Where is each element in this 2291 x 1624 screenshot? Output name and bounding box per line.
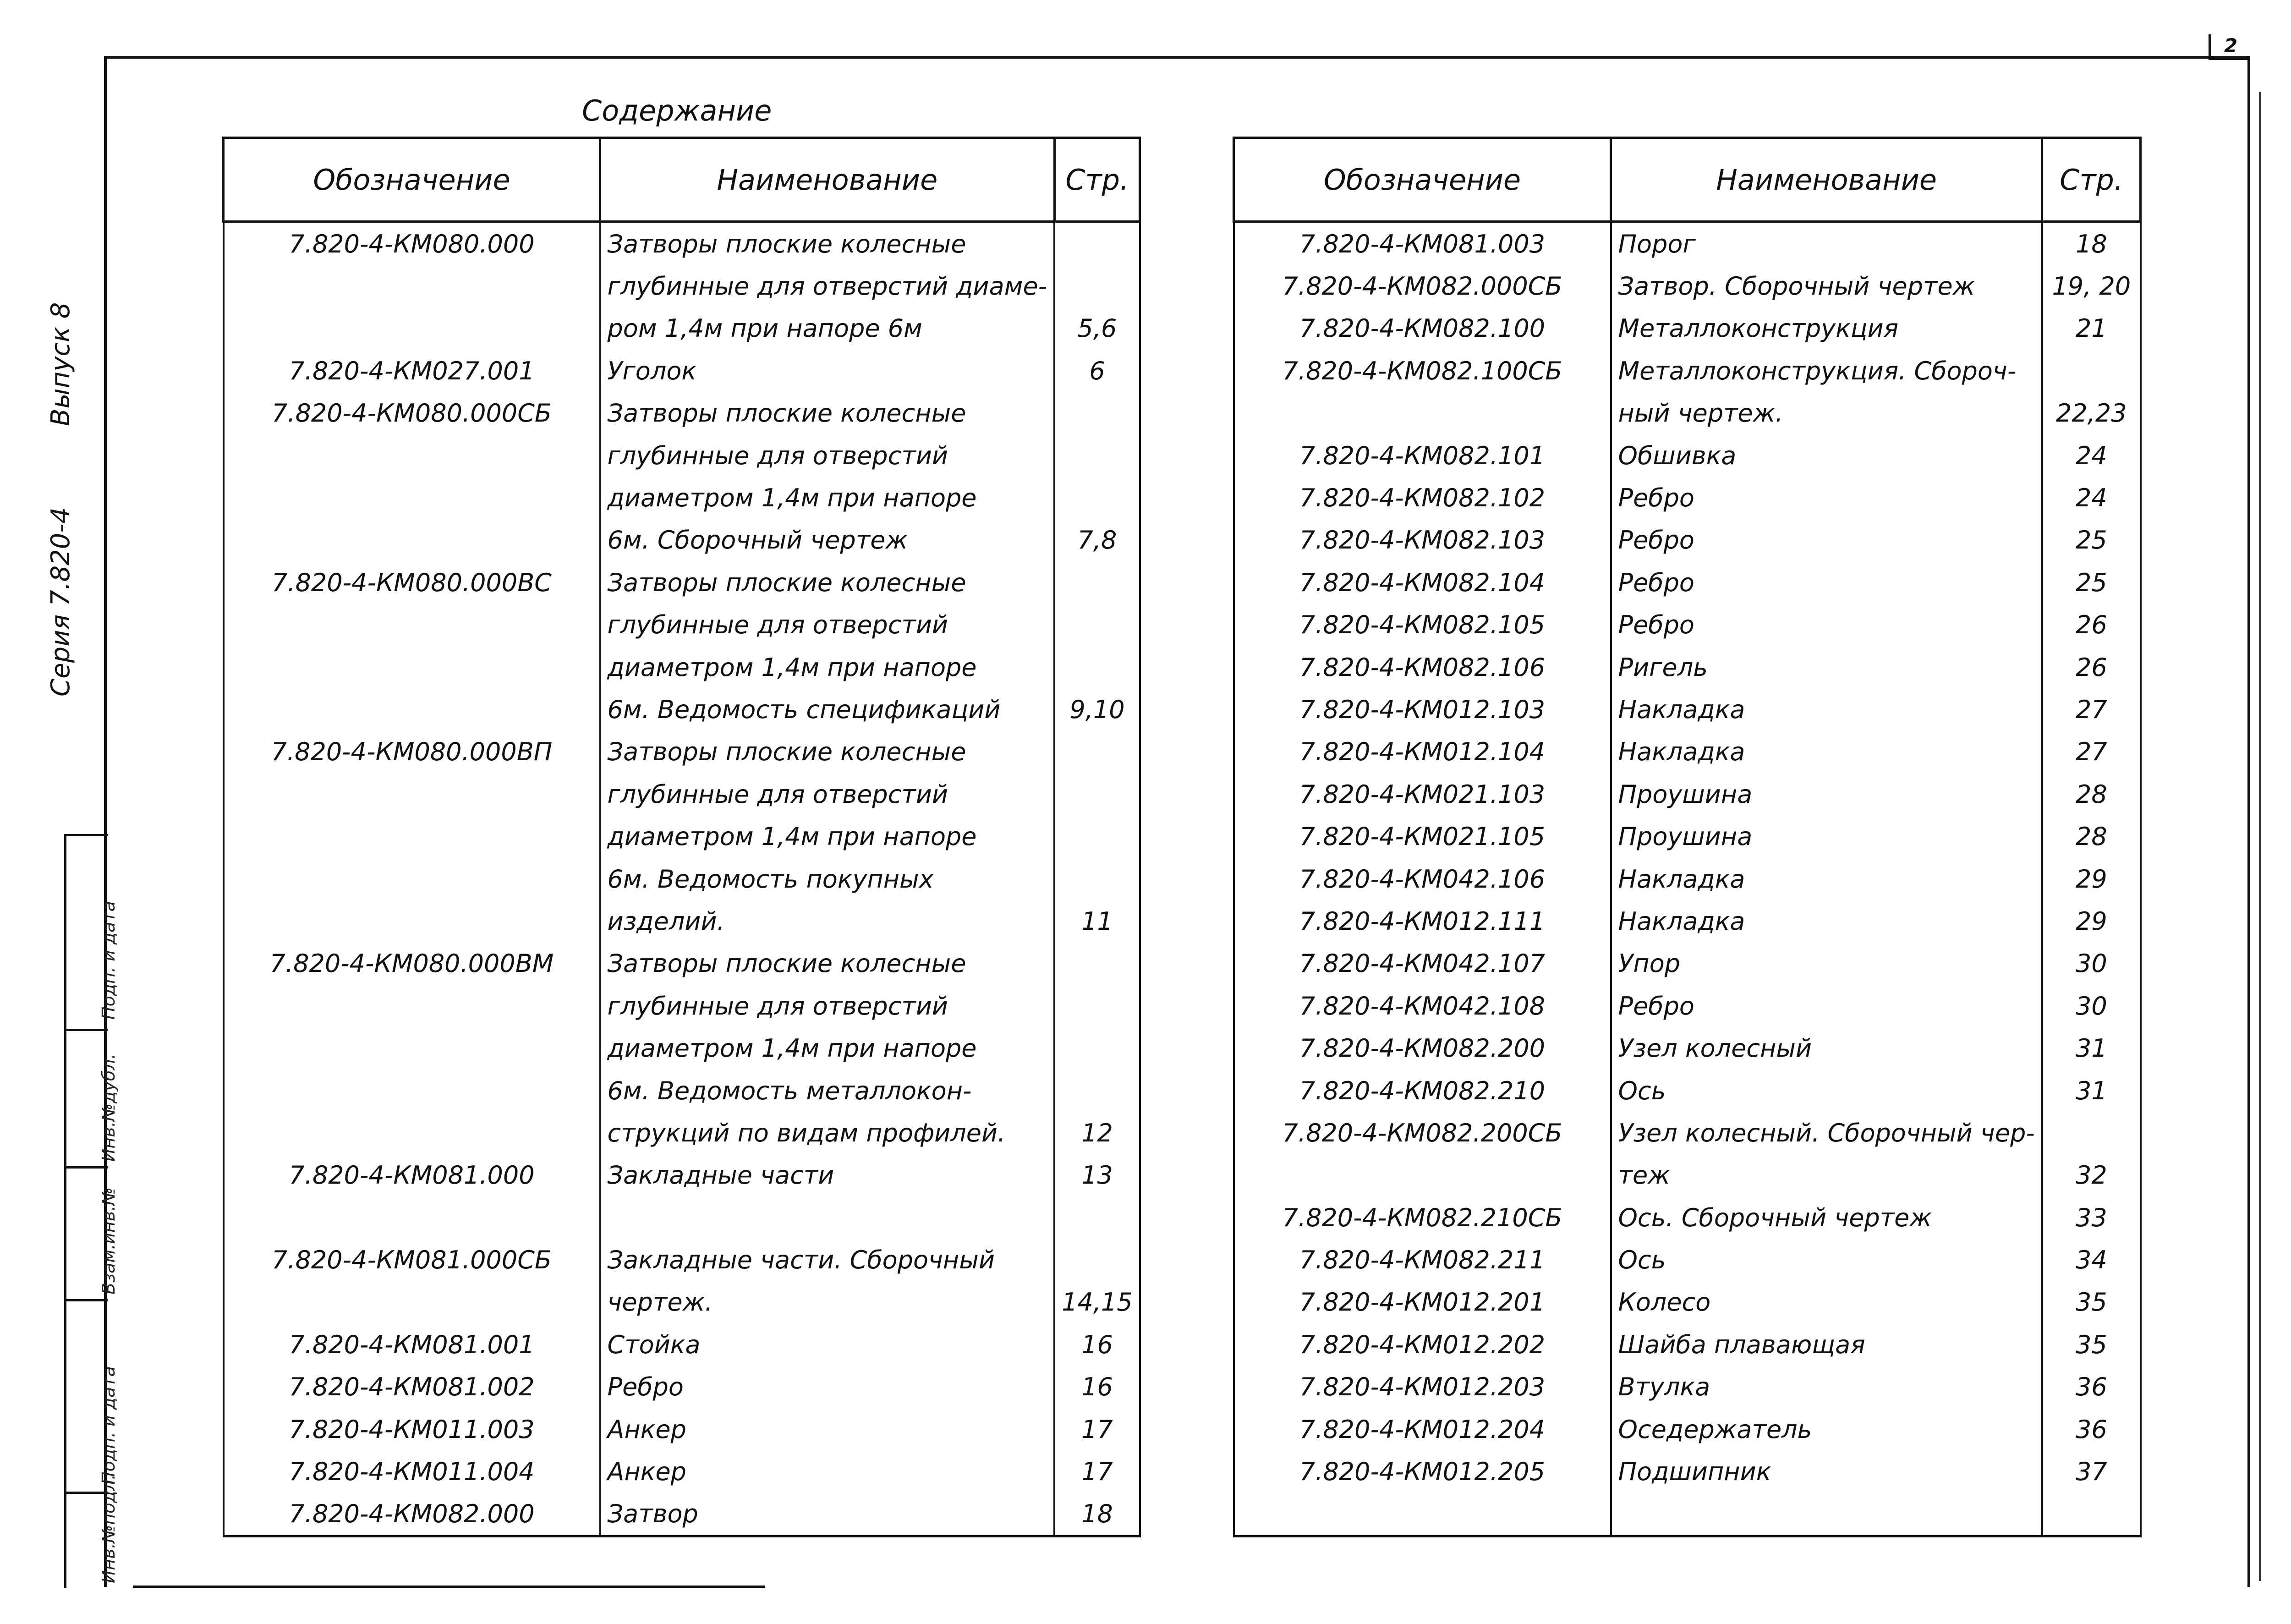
table-row [1234, 1112, 2141, 1154]
row-page: 30 [2042, 985, 2141, 1027]
row-designation: 7.820-4-КМ082.106 [1234, 646, 1611, 688]
row-designation: 7.820-4-КМ082.000СБ [1234, 265, 1611, 307]
stamp-cell [66, 836, 119, 1031]
row-page: 12 [1054, 1112, 1140, 1154]
row-name: Затворы плоские колесные [600, 222, 1055, 265]
table-row [1234, 392, 2141, 434]
row-name [1611, 1493, 2042, 1536]
row-name: Анкер [600, 1450, 1055, 1492]
row-name: теж [1611, 1154, 2042, 1196]
row-designation [224, 773, 600, 815]
row-page: 28 [2042, 815, 2141, 857]
row-page [1054, 265, 1140, 307]
row-name: глубинные для отверстий [600, 985, 1055, 1027]
row-designation: 7.820-4-КМ082.105 [1234, 604, 1611, 646]
table-row [224, 561, 1140, 604]
header-page: Стр. [1054, 138, 1140, 222]
stamp-label: Инв.№дубл. [99, 1053, 119, 1162]
table-row [1234, 1450, 2141, 1492]
table-row [1234, 1493, 2141, 1536]
row-designation [224, 1281, 600, 1323]
row-page: 32 [2042, 1154, 2141, 1196]
row-page: 17 [1054, 1450, 1140, 1492]
table-row [1234, 307, 2141, 350]
table-row [1234, 731, 2141, 773]
row-name: глубинные для отверстий [600, 773, 1055, 815]
row-page: 27 [2042, 688, 2141, 730]
row-name: Порог [1611, 222, 2042, 265]
row-page: 27 [2042, 731, 2141, 773]
row-name: Ось. Сборочный чертеж [1611, 1196, 2042, 1239]
stamp-cell [66, 1166, 119, 1301]
row-page: 29 [2042, 900, 2141, 942]
row-designation: 7.820-4-КМ012.111 [1234, 900, 1611, 942]
row-page: 34 [2042, 1239, 2141, 1281]
row-name: Проушина [1611, 773, 2042, 815]
row-name: диаметром 1,4м при напоре [600, 815, 1055, 857]
row-name: диаметром 1,4м при напоре [600, 1027, 1055, 1069]
header-name: Наименование [1611, 138, 2042, 222]
row-page: 33 [2042, 1196, 2141, 1239]
row-page: 21 [2042, 307, 2141, 350]
row-designation: 7.820-4-КМ082.103 [1234, 519, 1611, 561]
row-designation: 7.820-4-КМ027.001 [224, 350, 600, 392]
row-designation: 7.820-4-КМ012.205 [1234, 1450, 1611, 1492]
row-name: глубинные для отверстий [600, 604, 1055, 646]
stamp-label: Подп. и дата [99, 901, 119, 1020]
row-name: Шайба плавающая [1611, 1323, 2042, 1366]
table-row [224, 815, 1140, 857]
row-page: 31 [2042, 1027, 2141, 1069]
row-designation: 7.820-4-КМ080.000 [224, 222, 600, 265]
row-designation [224, 307, 600, 350]
row-designation: 7.820-4-КМ082.210СБ [1234, 1196, 1611, 1239]
table-row [224, 900, 1140, 942]
row-page [1054, 604, 1140, 646]
row-page [1054, 1027, 1140, 1069]
row-name: Втулка [1611, 1366, 2042, 1408]
table-row [1234, 519, 2141, 561]
row-page: 6 [1054, 350, 1140, 392]
row-name: Ребро [1611, 477, 2042, 519]
row-name: Затворы плоские колесные [600, 731, 1055, 773]
table-row [1234, 1281, 2141, 1323]
row-page: 19, 20 [2042, 265, 2141, 307]
table-row [224, 943, 1140, 985]
row-name: Анкер [600, 1408, 1055, 1450]
row-designation: 7.820-4-КМ082.101 [1234, 434, 1611, 477]
row-page: 37 [2042, 1450, 2141, 1492]
row-designation [224, 1070, 600, 1112]
table-row [1234, 1070, 2141, 1112]
row-page [1054, 985, 1140, 1027]
row-page: 29 [2042, 858, 2141, 900]
table-row [224, 222, 1140, 265]
row-designation [224, 688, 600, 730]
row-designation: 7.820-4-КМ082.000 [224, 1493, 600, 1536]
table-row [224, 646, 1140, 688]
row-designation [224, 519, 600, 561]
row-page: 35 [2042, 1323, 2141, 1366]
row-designation [224, 1196, 600, 1239]
table-row [224, 1450, 1140, 1492]
stamp-cell [66, 1029, 119, 1169]
row-designation: 7.820-4-КМ082.104 [1234, 561, 1611, 604]
table-row [224, 1323, 1140, 1366]
bottom-line [133, 1586, 765, 1588]
row-page [1054, 1239, 1140, 1281]
table-row [224, 688, 1140, 730]
table-row [224, 773, 1140, 815]
table-row [1234, 688, 2141, 730]
row-name: Ригель [1611, 646, 2042, 688]
table-row [1234, 815, 2141, 857]
table-row [224, 858, 1140, 900]
row-name: Проушина [1611, 815, 2042, 857]
row-designation: 7.820-4-КМ080.000ВС [224, 561, 600, 604]
row-name: чертеж. [600, 1281, 1055, 1323]
row-page: 26 [2042, 646, 2141, 688]
contents-title: Содержание [582, 94, 772, 127]
row-name: Ребро [1611, 519, 2042, 561]
row-designation: 7.820-4-КМ082.200 [1234, 1027, 1611, 1069]
table-row [224, 519, 1140, 561]
row-page: 7,8 [1054, 519, 1140, 561]
row-name: ный чертеж. [1611, 392, 2042, 434]
row-name: Металлоконструкция. Сбороч- [1611, 350, 2042, 392]
table-row [224, 392, 1140, 434]
table-row [1234, 1239, 2141, 1281]
row-page [1054, 477, 1140, 519]
row-page: 16 [1054, 1366, 1140, 1408]
row-page [1054, 1070, 1140, 1112]
row-page [1054, 222, 1140, 265]
row-designation: 7.820-4-КМ082.102 [1234, 477, 1611, 519]
row-page: 5,6 [1054, 307, 1140, 350]
row-page: 30 [2042, 943, 2141, 985]
row-name: ром 1,4м при напоре 6м [600, 307, 1055, 350]
row-name: диаметром 1,4м при напоре [600, 477, 1055, 519]
row-designation [224, 1027, 600, 1069]
row-name: Уголок [600, 350, 1055, 392]
row-name: Ребро [1611, 561, 2042, 604]
table-row [1234, 943, 2141, 985]
row-page [2042, 1112, 2141, 1154]
row-name: Накладка [1611, 900, 2042, 942]
table-row [224, 1239, 1140, 1281]
row-page: 28 [2042, 773, 2141, 815]
row-page: 22,23 [2042, 392, 2141, 434]
table-row [1234, 1154, 2141, 1196]
row-designation: 7.820-4-КМ081.002 [224, 1366, 600, 1408]
table-row [224, 604, 1140, 646]
row-designation: 7.820-4-КМ012.203 [1234, 1366, 1611, 1408]
row-name: Закладные части [600, 1154, 1055, 1196]
row-designation: 7.820-4-КМ011.003 [224, 1408, 600, 1450]
row-page [1054, 392, 1140, 434]
row-page: 25 [2042, 519, 2141, 561]
row-name: 6м. Ведомость металлокон- [600, 1070, 1055, 1112]
row-page: 36 [2042, 1408, 2141, 1450]
row-name: Узел колесный. Сборочный чер- [1611, 1112, 2042, 1154]
table-row [224, 1408, 1140, 1450]
row-name: Стойка [600, 1323, 1055, 1366]
row-name: Упор [1611, 943, 2042, 985]
row-name: 6м. Сборочный чертеж [600, 519, 1055, 561]
approval-stamp [64, 834, 119, 1588]
row-designation [224, 265, 600, 307]
row-designation: 7.820-4-КМ080.000ВП [224, 731, 600, 773]
row-designation [224, 477, 600, 519]
row-page: 9,10 [1054, 688, 1140, 730]
row-designation: 7.820-4-КМ082.100СБ [1234, 350, 1611, 392]
table-row [1234, 1366, 2141, 1408]
row-name: Накладка [1611, 731, 2042, 773]
row-name: струкций по видам профилей. [600, 1112, 1055, 1154]
table-row [1234, 1196, 2141, 1239]
contents-table-left [222, 137, 1141, 1537]
row-page: 24 [2042, 434, 2141, 477]
row-name: Затворы плоские колесные [600, 561, 1055, 604]
row-designation: 7.820-4-КМ012.103 [1234, 688, 1611, 730]
row-page: 14,15 [1054, 1281, 1140, 1323]
row-page [1054, 731, 1140, 773]
row-name: Затворы плоские колесные [600, 392, 1055, 434]
table-row [224, 265, 1140, 307]
row-designation: 7.820-4-КМ012.104 [1234, 731, 1611, 773]
row-page: 31 [2042, 1070, 2141, 1112]
table-row [224, 1366, 1140, 1408]
row-designation: 7.820-4-КМ012.204 [1234, 1408, 1611, 1450]
table-row [1234, 265, 2141, 307]
table-row [224, 434, 1140, 477]
row-designation: 7.820-4-КМ082.211 [1234, 1239, 1611, 1281]
row-page: 13 [1054, 1154, 1140, 1196]
table-row [224, 1196, 1140, 1239]
table-row [1234, 858, 2141, 900]
row-name: Ребро [1611, 604, 2042, 646]
stamp-label: Инв.№подл. [99, 1474, 119, 1583]
table-row [1234, 646, 2141, 688]
row-page [1054, 646, 1140, 688]
row-designation: 7.820-4-КМ082.200СБ [1234, 1112, 1611, 1154]
row-name: диаметром 1,4м при напоре [600, 646, 1055, 688]
row-designation: 7.820-4-КМ081.000 [224, 1154, 600, 1196]
row-page [1054, 943, 1140, 985]
table-row [224, 1070, 1140, 1112]
header-designation: Обозначение [1234, 138, 1611, 222]
series-label: Серия 7.820-4 [46, 507, 76, 697]
row-designation [224, 815, 600, 857]
table-row [224, 1112, 1140, 1154]
row-designation [224, 604, 600, 646]
row-page [1054, 815, 1140, 857]
row-designation [224, 1112, 600, 1154]
row-page: 18 [2042, 222, 2141, 265]
row-name: Подшипник [1611, 1450, 2042, 1492]
table-row [1234, 773, 2141, 815]
row-designation: 7.820-4-КМ081.001 [224, 1323, 600, 1366]
stamp-label: Подп. и дата [99, 1366, 119, 1485]
row-page [1054, 434, 1140, 477]
sheet-number: 2 [2209, 34, 2250, 60]
row-name: изделий. [600, 900, 1055, 942]
row-designation [224, 985, 600, 1027]
row-designation: 7.820-4-КМ042.107 [1234, 943, 1611, 985]
right-edge-line [2259, 92, 2261, 1581]
table-row [224, 1027, 1140, 1069]
row-designation: 7.820-4-КМ080.000ВМ [224, 943, 600, 985]
row-name: Ребро [600, 1366, 1055, 1408]
table-row [224, 1493, 1140, 1536]
row-designation: 7.820-4-КМ081.000СБ [224, 1239, 600, 1281]
table-row [1234, 434, 2141, 477]
row-name: 6м. Ведомость покупных [600, 858, 1055, 900]
row-page [1054, 773, 1140, 815]
row-designation: 7.820-4-КМ021.105 [1234, 815, 1611, 857]
header-name: Наименование [600, 138, 1055, 222]
row-page: 26 [2042, 604, 2141, 646]
row-designation: 7.820-4-КМ042.108 [1234, 985, 1611, 1027]
row-page: 35 [2042, 1281, 2141, 1323]
row-designation: 7.820-4-КМ082.100 [1234, 307, 1611, 350]
row-page [2042, 350, 2141, 392]
row-page: 17 [1054, 1408, 1140, 1450]
row-page: 16 [1054, 1323, 1140, 1366]
row-name: Затвор. Сборочный чертеж [1611, 265, 2042, 307]
table-row [224, 985, 1140, 1027]
row-name: глубинные для отверстий [600, 434, 1055, 477]
table-row [1234, 477, 2141, 519]
row-name: Металлоконструкция [1611, 307, 2042, 350]
table-row [1234, 561, 2141, 604]
table-row [224, 731, 1140, 773]
row-name: Оседержатель [1611, 1408, 2042, 1450]
table-row [224, 477, 1140, 519]
row-name: Узел колесный [1611, 1027, 2042, 1069]
table-row [224, 1154, 1140, 1196]
row-designation [1234, 1493, 1611, 1536]
row-designation: 7.820-4-КМ011.004 [224, 1450, 600, 1492]
row-page [2042, 1493, 2141, 1536]
table-row [224, 350, 1140, 392]
row-name: Затворы плоские колесные [600, 943, 1055, 985]
row-name [600, 1196, 1055, 1239]
row-name: Накладка [1611, 688, 2042, 730]
row-name: Затвор [600, 1493, 1055, 1536]
contents-table-right [1233, 137, 2142, 1537]
row-name: Обшивка [1611, 434, 2042, 477]
row-name: Ось [1611, 1070, 2042, 1112]
table-row [1234, 350, 2141, 392]
row-name: Колесо [1611, 1281, 2042, 1323]
row-page: 36 [2042, 1366, 2141, 1408]
table-row [1234, 1408, 2141, 1450]
table-header [224, 138, 1140, 222]
header-page: Стр. [2042, 138, 2141, 222]
row-page [1054, 1196, 1140, 1239]
table-row [1234, 985, 2141, 1027]
table-row [1234, 222, 2141, 265]
table-row [1234, 1027, 2141, 1069]
row-designation [224, 858, 600, 900]
row-designation: 7.820-4-КМ042.106 [1234, 858, 1611, 900]
row-name: Накладка [1611, 858, 2042, 900]
row-designation: 7.820-4-КМ081.003 [1234, 222, 1611, 265]
table-row [1234, 900, 2141, 942]
row-page [1054, 561, 1140, 604]
row-designation: 7.820-4-КМ082.210 [1234, 1070, 1611, 1112]
row-name: 6м. Ведомость спецификаций [600, 688, 1055, 730]
table-row [224, 307, 1140, 350]
row-designation: 7.820-4-КМ021.103 [1234, 773, 1611, 815]
table-header [1234, 138, 2141, 222]
issue-label: Выпуск 8 [46, 302, 76, 426]
row-designation: 7.820-4-КМ080.000СБ [224, 392, 600, 434]
row-name: Ось [1611, 1239, 2042, 1281]
row-designation [1234, 1154, 1611, 1196]
stamp-label: Взам.инв.№ [99, 1187, 119, 1295]
table-row [1234, 1323, 2141, 1366]
table-row [1234, 604, 2141, 646]
header-designation: Обозначение [224, 138, 600, 222]
row-page: 18 [1054, 1493, 1140, 1536]
stamp-cell [66, 1474, 119, 1586]
row-name: Закладные части. Сборочный [600, 1239, 1055, 1281]
row-designation: 7.820-4-КМ012.202 [1234, 1323, 1611, 1366]
row-name: Ребро [1611, 985, 2042, 1027]
row-page [1054, 858, 1140, 900]
table-row [224, 1281, 1140, 1323]
row-name: глубинные для отверстий диаме- [600, 265, 1055, 307]
row-designation: 7.820-4-КМ012.201 [1234, 1281, 1611, 1323]
row-page: 24 [2042, 477, 2141, 519]
row-designation [224, 434, 600, 477]
row-designation [224, 646, 600, 688]
row-designation [224, 900, 600, 942]
row-designation [1234, 392, 1611, 434]
row-page: 25 [2042, 561, 2141, 604]
row-page: 11 [1054, 900, 1140, 942]
stamp-cell [66, 1299, 119, 1494]
